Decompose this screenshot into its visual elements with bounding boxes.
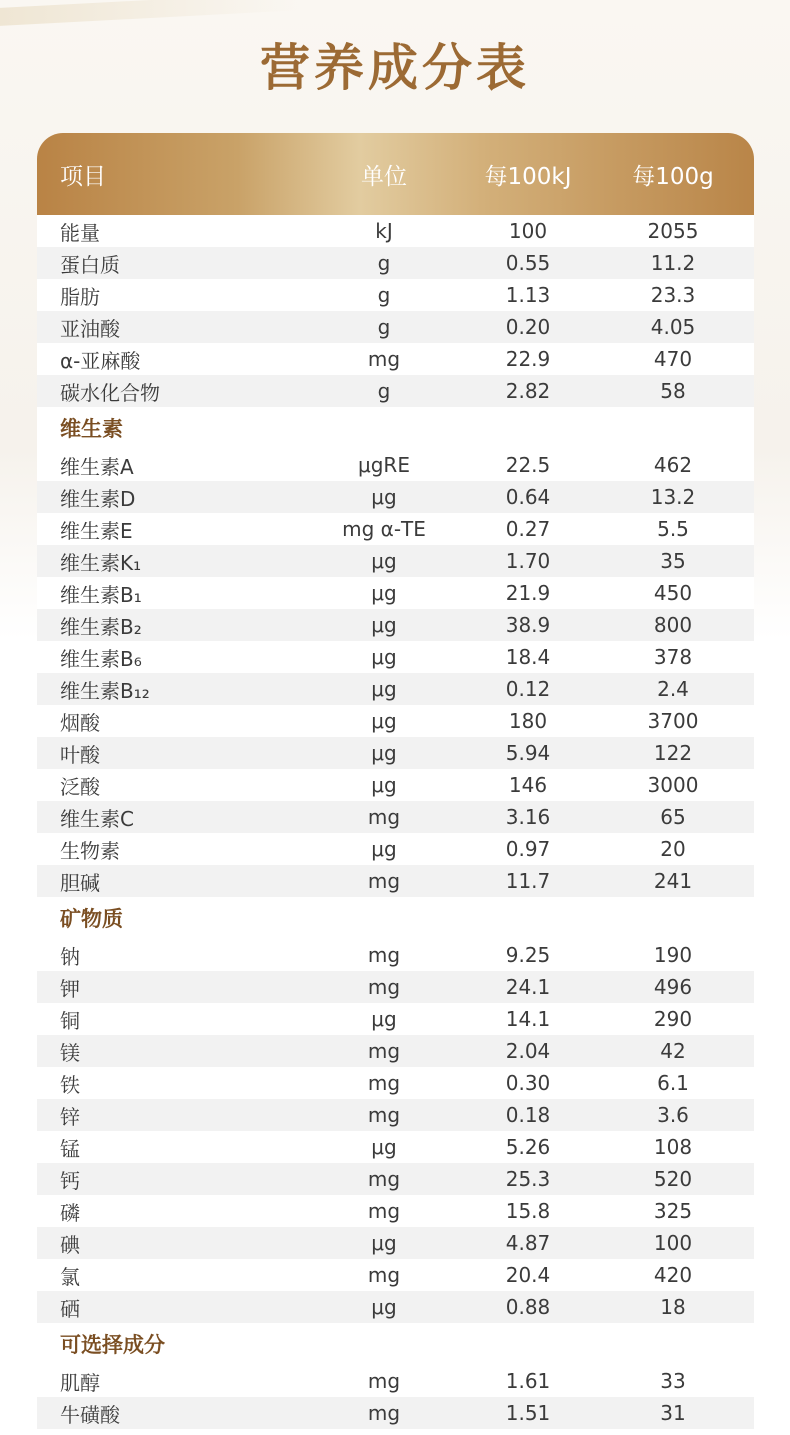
table-row: [37, 641, 754, 673]
nutrient-name: 维生素B₁: [60, 582, 142, 607]
table-row: [37, 673, 754, 705]
nutrient-unit: μg: [371, 837, 397, 861]
nutrient-name: 钠: [60, 944, 80, 969]
table-row: [37, 737, 754, 769]
nutrient-name: α-亚麻酸: [60, 348, 141, 373]
table-row: [37, 705, 754, 737]
value-per-100kj: 25.3: [505, 1167, 551, 1191]
nutrient-name: 维生素E: [60, 518, 133, 543]
nutrient-name: 磷: [60, 1200, 80, 1225]
value-per-100g: 520: [653, 1167, 693, 1191]
nutrient-name: 脂肪: [60, 284, 100, 309]
section-title: 矿物质: [60, 907, 123, 931]
value-per-100kj: 1.70: [505, 549, 551, 573]
nutrient-unit: μgRE: [358, 453, 410, 477]
nutrient-name: 能量: [60, 220, 100, 245]
nutrient-name: 泛酸: [60, 774, 100, 799]
value-per-100g: 470: [653, 347, 693, 371]
nutrient-name: 牛磺酸: [60, 1402, 120, 1427]
table-row: [37, 1067, 754, 1099]
value-per-100g: 4.05: [650, 315, 696, 339]
nutrient-name: 维生素D: [60, 486, 136, 511]
value-per-100g: 241: [653, 869, 693, 893]
nutrient-name: 亚油酸: [60, 316, 120, 341]
nutrient-unit: μg: [371, 613, 397, 637]
nutrient-unit: mg: [367, 869, 401, 893]
nutrient-name: 钙: [60, 1168, 80, 1193]
table-row: [37, 1259, 754, 1291]
table-row: [37, 545, 754, 577]
value-per-100kj: 22.5: [505, 453, 551, 477]
value-per-100kj: 2.82: [505, 379, 551, 403]
value-per-100g: 11.2: [650, 251, 696, 275]
value-per-100kj: 15.8: [505, 1199, 551, 1223]
value-per-100g: 122: [653, 741, 693, 765]
nutrient-name: 硒: [60, 1296, 80, 1321]
nutrient-name: 蛋白质: [60, 252, 120, 277]
value-per-100g: 35: [660, 549, 686, 573]
table-row: [37, 375, 754, 407]
nutrient-unit: μg: [371, 741, 397, 765]
nutrient-unit: mg α-TE: [342, 517, 426, 541]
header-per-100kj: 每100kJ: [484, 163, 572, 190]
nutrient-unit: μg: [371, 677, 397, 701]
page-title: 营养成分表: [260, 39, 530, 97]
nutrient-name: 维生素B₂: [60, 614, 142, 639]
nutrient-name: 肌醇: [60, 1370, 100, 1395]
table-row: [37, 1195, 754, 1227]
value-per-100kj: 21.9: [505, 581, 551, 605]
nutrient-name: 生物素: [60, 838, 120, 863]
nutrient-name: 铁: [60, 1072, 80, 1097]
nutrient-unit: mg: [367, 347, 401, 371]
table-row: [37, 449, 754, 481]
table-row: [37, 1227, 754, 1259]
nutrient-unit: μg: [371, 1295, 397, 1319]
table-row: [37, 769, 754, 801]
nutrient-unit: mg: [367, 805, 401, 829]
value-per-100g: 3700: [647, 709, 699, 733]
nutrient-name: 氯: [60, 1264, 80, 1289]
table-row: [37, 1131, 754, 1163]
nutrient-unit: μg: [371, 645, 397, 669]
value-per-100kj: 4.87: [505, 1231, 551, 1255]
table-row: [37, 247, 754, 279]
value-per-100g: 378: [653, 645, 693, 669]
value-per-100g: 6.1: [657, 1071, 689, 1095]
table-row: [37, 971, 754, 1003]
nutrient-name: 锰: [60, 1136, 80, 1161]
value-per-100g: 2.4: [657, 677, 689, 701]
nutrient-name: 铜: [60, 1008, 80, 1033]
value-per-100kj: 5.26: [505, 1135, 551, 1159]
section-title: 维生素: [60, 417, 123, 441]
value-per-100g: 420: [653, 1263, 693, 1287]
table-row: [37, 343, 754, 375]
value-per-100kj: 3.16: [505, 805, 551, 829]
value-per-100kj: 0.88: [505, 1295, 551, 1319]
table-row: [37, 1397, 754, 1429]
nutrient-unit: μg: [371, 581, 397, 605]
table-body: [37, 215, 754, 1429]
value-per-100g: 3000: [647, 773, 699, 797]
value-per-100kj: 0.55: [505, 251, 551, 275]
nutrient-unit: mg: [367, 975, 401, 999]
value-per-100kj: 1.51: [505, 1401, 551, 1425]
nutrient-name: 钾: [60, 976, 80, 1001]
table-row: [37, 1365, 754, 1397]
table-row: [37, 801, 754, 833]
nutrient-unit: g: [377, 283, 391, 307]
value-per-100g: 496: [653, 975, 693, 999]
value-per-100g: 23.3: [650, 283, 696, 307]
value-per-100kj: 22.9: [505, 347, 551, 371]
nutrient-name: 烟酸: [60, 710, 100, 735]
value-per-100g: 13.2: [650, 485, 696, 509]
value-per-100kj: 0.27: [505, 517, 551, 541]
value-per-100kj: 0.18: [505, 1103, 551, 1127]
value-per-100kj: 1.13: [505, 283, 551, 307]
header-per-100g: 每100g: [632, 163, 714, 190]
value-per-100g: 5.5: [657, 517, 689, 541]
value-per-100g: 65: [660, 805, 686, 829]
value-per-100g: 462: [653, 453, 693, 477]
value-per-100g: 290: [653, 1007, 693, 1031]
nutrient-unit: mg: [367, 1369, 401, 1393]
section-header: [37, 1323, 754, 1365]
value-per-100kj: 11.7: [505, 869, 551, 893]
value-per-100kj: 24.1: [505, 975, 551, 999]
table-row: [37, 1003, 754, 1035]
table-row: [37, 481, 754, 513]
nutrient-name: 维生素B₆: [60, 646, 142, 671]
value-per-100g: 33: [660, 1369, 686, 1393]
value-per-100g: 3.6: [657, 1103, 689, 1127]
nutrient-unit: μg: [371, 1135, 397, 1159]
value-per-100g: 20: [660, 837, 686, 861]
nutrient-unit: mg: [367, 1401, 401, 1425]
value-per-100g: 190: [653, 943, 693, 967]
header-item: 项目: [60, 163, 106, 190]
table-row: [37, 833, 754, 865]
nutrient-unit: μg: [371, 709, 397, 733]
value-per-100kj: 1.61: [505, 1369, 551, 1393]
nutrient-unit: mg: [367, 1167, 401, 1191]
table-row: [37, 1291, 754, 1323]
nutrient-unit: μg: [371, 485, 397, 509]
value-per-100g: 31: [660, 1401, 686, 1425]
value-per-100kj: 14.1: [505, 1007, 551, 1031]
value-per-100g: 2055: [647, 219, 699, 243]
value-per-100kj: 100: [508, 219, 548, 243]
value-per-100kj: 38.9: [505, 613, 551, 637]
nutrient-name: 维生素K₁: [60, 550, 142, 575]
nutrient-unit: μg: [371, 1007, 397, 1031]
value-per-100g: 800: [653, 613, 693, 637]
nutrient-name: 叶酸: [60, 742, 100, 767]
value-per-100kj: 9.25: [505, 943, 551, 967]
nutrient-unit: mg: [367, 1103, 401, 1127]
section-title: 可选择成分: [60, 1333, 165, 1357]
nutrient-unit: g: [377, 315, 391, 339]
nutrient-unit: μg: [371, 549, 397, 573]
nutrient-unit: mg: [367, 1199, 401, 1223]
section-header: [37, 407, 754, 449]
value-per-100kj: 2.04: [505, 1039, 551, 1063]
nutrient-name: 维生素C: [60, 806, 134, 831]
value-per-100g: 18: [660, 1295, 686, 1319]
value-per-100kj: 18.4: [505, 645, 551, 669]
table-row: [37, 1099, 754, 1131]
nutrient-name: 镁: [60, 1040, 80, 1065]
value-per-100kj: 0.97: [505, 837, 551, 861]
nutrient-unit: μg: [371, 1231, 397, 1255]
nutrition-table: [37, 133, 754, 1429]
nutrient-unit: mg: [367, 943, 401, 967]
value-per-100g: 100: [653, 1231, 693, 1255]
value-per-100kj: 0.12: [505, 677, 551, 701]
value-per-100g: 42: [660, 1039, 686, 1063]
table-row: [37, 865, 754, 897]
nutrient-unit: mg: [367, 1263, 401, 1287]
table-row: [37, 311, 754, 343]
value-per-100kj: 0.20: [505, 315, 551, 339]
value-per-100g: 58: [660, 379, 686, 403]
nutrient-unit: g: [377, 251, 391, 275]
table-row: [37, 577, 754, 609]
nutrient-unit: mg: [367, 1039, 401, 1063]
nutrient-name: 维生素A: [60, 454, 134, 479]
table-row: [37, 1035, 754, 1067]
value-per-100kj: 146: [508, 773, 548, 797]
nutrient-name: 碘: [60, 1232, 80, 1257]
nutrient-unit: g: [377, 379, 391, 403]
table-row: [37, 513, 754, 545]
value-per-100kj: 180: [508, 709, 548, 733]
section-header: [37, 897, 754, 939]
value-per-100kj: 5.94: [505, 741, 551, 765]
value-per-100kj: 0.64: [505, 485, 551, 509]
value-per-100g: 450: [653, 581, 693, 605]
table-row: [37, 215, 754, 247]
nutrient-name: 碳水化合物: [60, 380, 160, 405]
table-row: [37, 609, 754, 641]
nutrient-unit: kJ: [375, 219, 393, 243]
value-per-100g: 108: [653, 1135, 693, 1159]
nutrient-name: 胆碱: [60, 870, 100, 895]
nutrient-name: 维生素B₁₂: [60, 678, 150, 703]
nutrient-unit: mg: [367, 1071, 401, 1095]
value-per-100g: 325: [653, 1199, 693, 1223]
table-row: [37, 1163, 754, 1195]
table-row: [37, 279, 754, 311]
table-row: [37, 939, 754, 971]
value-per-100kj: 0.30: [505, 1071, 551, 1095]
header-unit: 单位: [361, 163, 407, 190]
nutrient-name: 锌: [60, 1104, 80, 1129]
table-header: [37, 133, 754, 215]
value-per-100kj: 20.4: [505, 1263, 551, 1287]
nutrient-unit: μg: [371, 773, 397, 797]
